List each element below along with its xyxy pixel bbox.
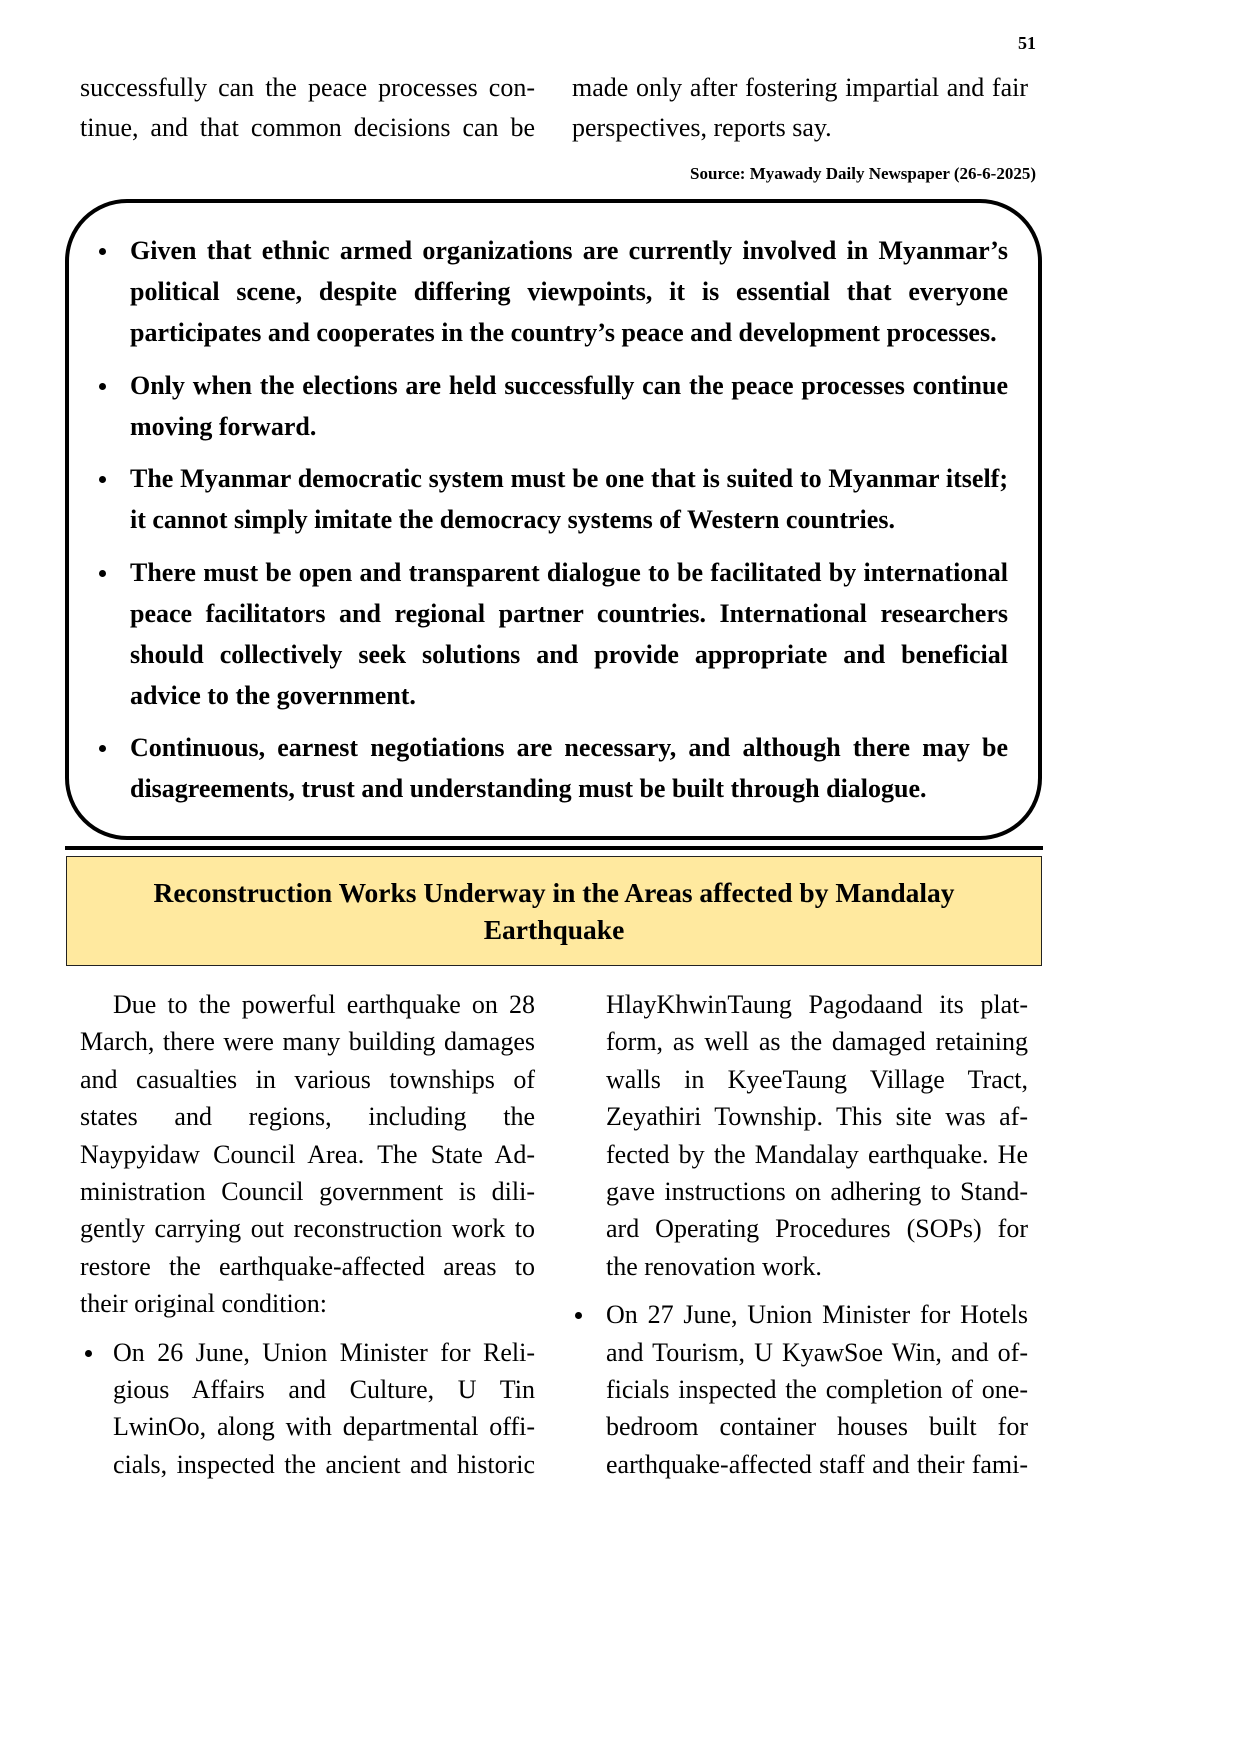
bullet-line: On 27 June, Union Minister for Hotels	[606, 1300, 1028, 1330]
bullet-line: gave instructions on adhering to Stand-	[606, 1177, 1028, 1207]
bullet-line: cials, inspected the ancient and historic	[113, 1449, 535, 1479]
source-citation: Source: Myawady Daily Newspaper (26-6-2025)	[690, 164, 1036, 183]
article-bullet-item	[80, 1334, 535, 1484]
article-right-column	[572, 986, 1028, 1483]
bullet-icon	[99, 570, 106, 577]
key-point-item	[130, 230, 1008, 353]
bullet-icon	[99, 745, 106, 752]
key-point-line: peace facilitators and regional partner countries. International researchers	[130, 598, 1008, 628]
intro-paragraph	[80, 986, 535, 1323]
article-title-box	[66, 856, 1042, 966]
paragraph-line: tinue, and that common decisions can be	[80, 113, 535, 142]
key-point-line: Given that ethnic armed organizations are currently involved in Myanmar’s	[130, 236, 1008, 265]
key-point-line: participates and cooperates in the country’s peace and development processes.	[130, 318, 997, 347]
bullet-line: the renovation work.	[606, 1251, 822, 1281]
article-bullet-item	[572, 1296, 1028, 1483]
paragraph-line: March, there were many building damages	[80, 1027, 535, 1057]
bullet-line: and Tourism, U KyawSoe Win, and of-	[606, 1337, 1028, 1367]
article-title-line: Reconstruction Works Underway in the Areas affected by Mandalay	[153, 877, 955, 908]
bullet-line: earthquake-affected staff and their fami-	[606, 1449, 1028, 1479]
bullet-icon	[99, 383, 106, 390]
bullet-line: walls in KyeeTaung Village Tract,	[606, 1064, 1028, 1094]
bullet-line: gious Affairs and Culture, U Tin	[113, 1375, 535, 1405]
section-divider	[65, 846, 1043, 850]
key-point-item	[130, 458, 1008, 540]
paragraph-line: restore the earthquake-affected areas to	[80, 1251, 535, 1281]
paragraph-line: Due to the powerful earthquake on 28	[113, 990, 535, 1019]
paragraph-line: their original condition:	[80, 1289, 327, 1319]
article-bullet-item-continued	[572, 986, 1028, 1285]
continued-text-right-column	[572, 68, 1028, 148]
bullet-icon	[575, 1312, 582, 1319]
key-point-item	[130, 727, 1008, 809]
key-point-line: Continuous, earnest negotiations are necessary, and although there may be	[130, 733, 1008, 762]
bullet-line: LwinOo, along with departmental offi-	[113, 1412, 535, 1442]
key-points-list	[130, 230, 1008, 821]
bullet-line: Zeyathiri Township. This site was af-	[606, 1102, 1028, 1132]
bullet-line: form, as well as the damaged retaining	[606, 1027, 1028, 1057]
bullet-line: ard Operating Procedures (SOPs) for	[606, 1214, 1028, 1244]
paragraph-line: ministration Council government is dili-	[80, 1177, 535, 1207]
key-point-line: The Myanmar democratic system must be one that is suited to Myanmar itself;	[130, 464, 1008, 493]
article-title-line: Earthquake	[483, 914, 625, 945]
bullet-line: HlayKhwinTaung Pagodaand its plat-	[606, 990, 1028, 1019]
article-title	[67, 857, 1041, 948]
key-point-line: disagreements, trust and understanding must be built through dialogue.	[130, 774, 927, 803]
key-point-line: should collectively seek solutions and provide appropriate and beneficial	[130, 639, 1008, 669]
key-point-item	[130, 552, 1008, 716]
paragraph-line: gently carrying out reconstruction work to	[80, 1214, 535, 1244]
key-point-line: Only when the elections are held successfully can the peace processes continue	[130, 370, 1008, 400]
paragraph-line: and casualties in various townships of	[80, 1064, 535, 1094]
article-left-column	[80, 986, 535, 1483]
bullet-line: bedroom container houses built for	[606, 1412, 1028, 1442]
paragraph-line: states and regions, including the	[80, 1102, 535, 1132]
key-point-item	[130, 365, 1008, 447]
bullet-icon	[85, 1350, 92, 1357]
bullet-icon	[99, 248, 106, 255]
continued-text-left-column	[80, 68, 535, 148]
key-point-line: There must be open and transparent dialogue to be facilitated by international	[130, 557, 1008, 587]
paragraph-line: successfully can the peace processes con-	[80, 73, 535, 102]
page-number: 51	[1018, 33, 1036, 53]
key-point-line: political scene, despite differing viewpoints, it is essential that everyone	[130, 277, 1008, 306]
bullet-line: ficials inspected the completion of one-	[606, 1375, 1028, 1405]
paragraph-line: perspectives, reports say.	[572, 113, 832, 142]
key-point-line: it cannot simply imitate the democracy systems of Western countries.	[130, 505, 895, 534]
key-points-box	[65, 199, 1042, 840]
paragraph-line: Naypyidaw Council Area. The State Ad-	[80, 1139, 535, 1169]
paragraph-line: made only after fostering impartial and fair	[572, 73, 1028, 102]
key-point-line: moving forward.	[130, 411, 317, 441]
bullet-line: On 26 June, Union Minister for Reli-	[113, 1337, 535, 1367]
bullet-icon	[99, 476, 106, 483]
bullet-line: fected by the Mandalay earthquake. He	[606, 1139, 1028, 1169]
key-point-line: advice to the government.	[130, 680, 416, 710]
